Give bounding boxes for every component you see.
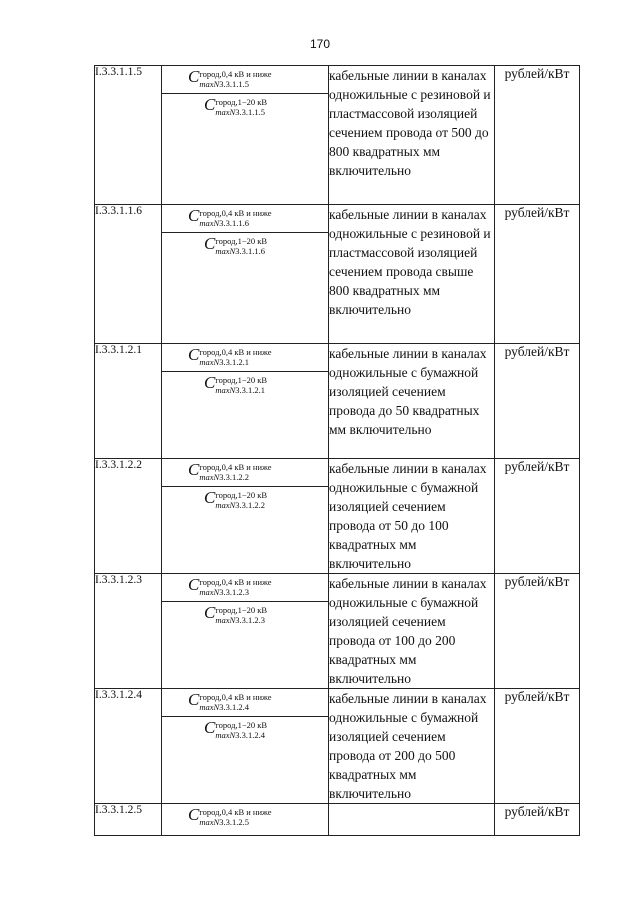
formula-low-voltage: Cгород,0,4 кВ и ниже maxN3.3.1.2.2 xyxy=(162,459,328,487)
formula-low-voltage: Cгород,0,4 кВ и ниже maxN3.3.1.2.4 xyxy=(162,689,328,717)
row-code: I.3.3.1.2.3 xyxy=(95,574,162,689)
row-code: I.3.3.1.2.1 xyxy=(95,344,162,459)
table-row xyxy=(95,205,580,344)
formula-medium-voltage: Cгород,1−20 кВ maxN3.3.1.1.6 xyxy=(204,234,268,256)
row-code: I.3.3.1.2.5 xyxy=(95,804,162,836)
row-unit: рублей/кВт xyxy=(495,804,580,836)
page-number: 170 xyxy=(309,37,331,51)
formula-cell xyxy=(162,804,329,836)
formula-cell xyxy=(162,689,329,804)
formula-low-voltage: Cгород,0,4 кВ и ниже maxN3.3.1.1.5 xyxy=(162,66,328,94)
row-unit: рублей/кВт xyxy=(495,574,580,689)
formula-medium-voltage: Cгород,1−20 кВ maxN3.3.1.2.4 xyxy=(204,718,268,740)
formula-medium-voltage: Cгород,1−20 кВ maxN3.3.1.2.2 xyxy=(204,488,268,510)
formula-low-voltage: Cгород,0,4 кВ и ниже maxN3.3.1.2.1 xyxy=(162,344,328,372)
row-code: I.3.3.1.2.4 xyxy=(95,689,162,804)
formula-cell xyxy=(162,459,329,574)
formula-cell xyxy=(162,66,329,205)
table-row xyxy=(95,804,580,836)
formula-low-voltage: Cгород,0,4 кВ и ниже maxN3.3.1.1.6 xyxy=(162,205,328,233)
table-row xyxy=(95,66,580,205)
row-unit: рублей/кВт xyxy=(495,205,580,344)
table-row xyxy=(95,689,580,804)
row-description: кабельные линии в каналах одножильные с резиновой и пластмассовой изоляцией сечением провода от 500 до 800 квадратных мм включительно xyxy=(329,66,495,205)
row-description: кабельные линии в каналах одножильные с бумажной изоляцией сечением провода от 100 до 200 квадратных мм включительно xyxy=(329,574,495,689)
formula-medium-voltage: Cгород,1−20 кВ maxN3.3.1.2.1 xyxy=(204,373,268,395)
row-code: I.3.3.1.2.2 xyxy=(95,459,162,574)
row-code: I.3.3.1.1.5 xyxy=(95,66,162,205)
formula-medium-voltage: Cгород,1−20 кВ maxN3.3.1.2.3 xyxy=(204,603,268,625)
formula-cell xyxy=(162,344,329,459)
row-code: I.3.3.1.1.6 xyxy=(95,205,162,344)
row-description: кабельные линии в каналах одножильные с бумажной изоляцией сечением провода от 200 до 500 квадратных мм включительно xyxy=(329,689,495,804)
tariff-table xyxy=(94,65,580,836)
table-row xyxy=(95,344,580,459)
row-unit: рублей/кВт xyxy=(495,689,580,804)
row-description: кабельные линии в каналах одножильные с бумажной изоляцией сечением провода от 50 до 100 квадратных мм включительно xyxy=(329,459,495,574)
table-row xyxy=(95,574,580,689)
table-row xyxy=(95,459,580,574)
row-description: кабельные линии в каналах одножильные с резиновой и пластмассовой изоляцией сечением провода свыше 800 квадратных мм включительно xyxy=(329,205,495,344)
formula-medium-voltage: Cгород,1−20 кВ maxN3.3.1.1.5 xyxy=(204,95,268,117)
row-unit: рублей/кВт xyxy=(495,66,580,205)
row-description xyxy=(329,804,495,836)
formula-low-voltage: Cгород,0,4 кВ и ниже maxN3.3.1.2.5 xyxy=(188,805,272,827)
formula-cell xyxy=(162,205,329,344)
row-unit: рублей/кВт xyxy=(495,459,580,574)
row-unit: рублей/кВт xyxy=(495,344,580,459)
row-description: кабельные линии в каналах одножильные с бумажной изоляцией сечением провода до 50 квадратных мм включительно xyxy=(329,344,495,459)
formula-cell xyxy=(162,574,329,689)
formula-low-voltage: Cгород,0,4 кВ и ниже maxN3.3.1.2.3 xyxy=(162,574,328,602)
